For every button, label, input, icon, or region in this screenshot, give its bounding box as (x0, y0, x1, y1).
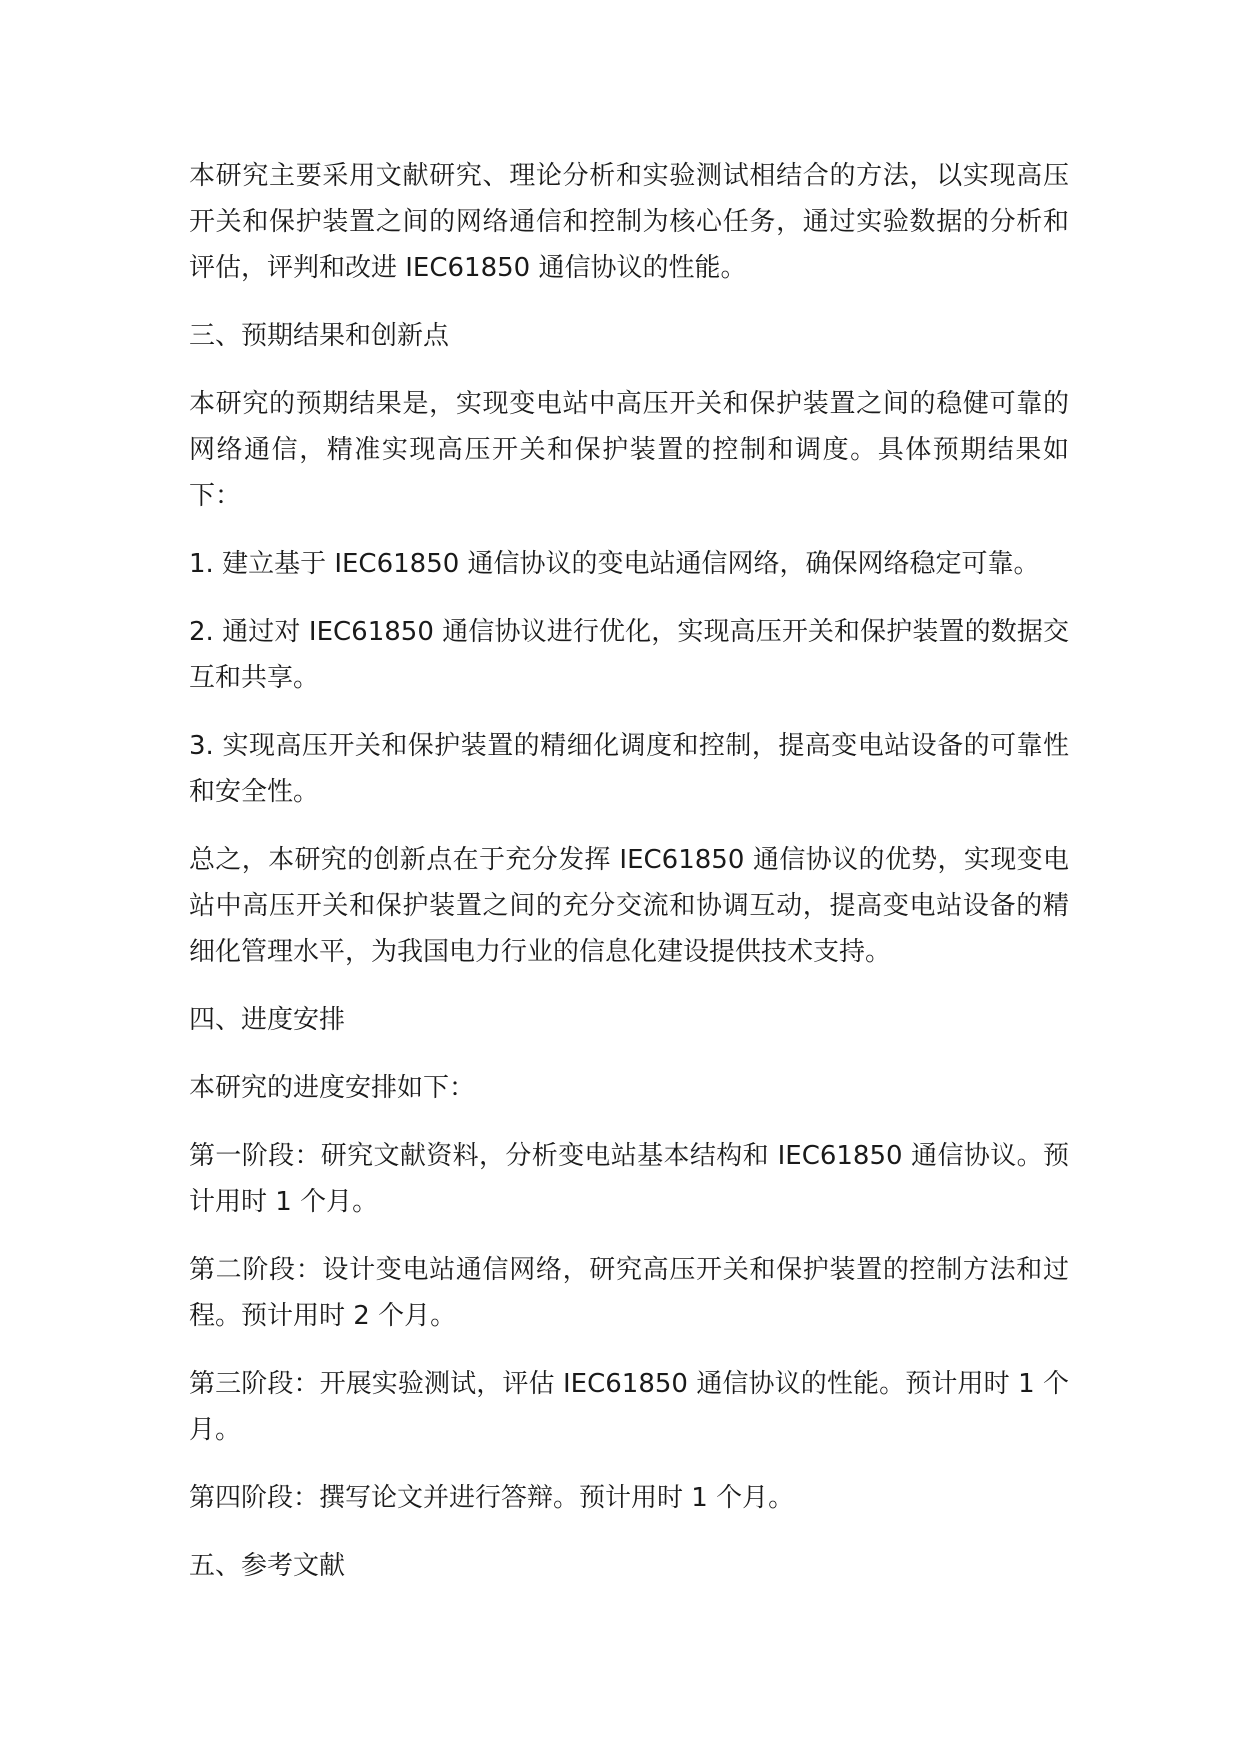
paragraph-method: 本研究主要采用文献研究、理论分析和实验测试相结合的方法，以实现高压开关和保护装置之间的网络通信和控制为核心任务，通过实验数据的分析和评估，评判和改进 IEC61850 通信协议的性能。 (189, 161, 1069, 283)
paragraph-schedule-intro: 本研究的进度安排如下： (189, 1073, 476, 1103)
paragraph-expected-results: 本研究的预期结果是，实现变电站中高压开关和保护装置之间的稳健可靠的网络通信，精准实现高压开关和保护装置的控制和调度。具体预期结果如下： (189, 389, 1069, 511)
list-item-result-3: 3. 实现高压开关和保护装置的精细化调度和控制，提高变电站设备的可靠性和安全性。 (189, 731, 1069, 807)
schedule-stage-2: 第二阶段：设计变电站通信网络，研究高压开关和保护装置的控制方法和过程。预计用时 2 个月。 (189, 1255, 1069, 1331)
list-item-result-2: 2. 通过对 IEC61850 通信协议进行优化，实现高压开关和保护装置的数据交互和共享。 (189, 617, 1069, 693)
schedule-stage-4: 第四阶段：撰写论文并进行答辩。预计用时 1 个月。 (189, 1483, 795, 1513)
section-heading-schedule: 四、进度安排 (189, 1005, 346, 1035)
schedule-stage-1: 第一阶段：研究文献资料，分析变电站基本结构和 IEC61850 通信协议。预计用时 1 个月。 (189, 1141, 1069, 1217)
document-body (189, 153, 1069, 1611)
section-heading-expected-results: 三、预期结果和创新点 (189, 321, 450, 351)
list-item-result-1: 1. 建立基于 IEC61850 通信协议的变电站通信网络，确保网络稳定可靠。 (189, 549, 1040, 579)
section-heading-references: 五、参考文献 (189, 1551, 346, 1581)
paragraph-innovation: 总之，本研究的创新点在于充分发挥 IEC61850 通信协议的优势，实现变电站中高压开关和保护装置之间的充分交流和协调互动，提高变电站设备的精细化管理水平，为我国电力行业的信息化建设提供技术支持。 (189, 845, 1069, 967)
schedule-stage-3: 第三阶段：开展实验测试，评估 IEC61850 通信协议的性能。预计用时 1 个月。 (189, 1369, 1069, 1445)
